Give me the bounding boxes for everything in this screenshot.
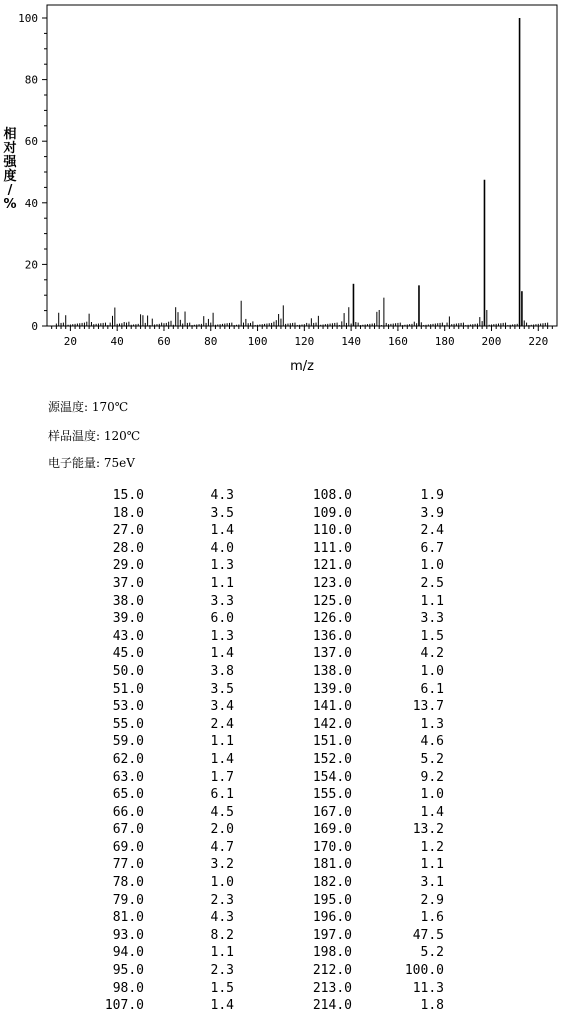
intensity-cell: 1.0 bbox=[420, 558, 444, 574]
table-row bbox=[90, 751, 444, 769]
intensity-cell: 3.9 bbox=[420, 505, 444, 521]
table-row bbox=[90, 610, 444, 628]
x-tick-label: 60 bbox=[157, 335, 171, 348]
intensity-cell: 2.0 bbox=[210, 822, 234, 838]
source-temperature: 源温度: 170℃ bbox=[48, 400, 129, 414]
y-tick-label: 20 bbox=[24, 258, 38, 272]
mz-cell: 198.0 bbox=[312, 945, 352, 961]
mass-spectrum-chart bbox=[0, 0, 570, 380]
mz-cell: 138.0 bbox=[312, 663, 352, 679]
mz-cell: 169.0 bbox=[312, 822, 352, 838]
intensity-cell: 1.2 bbox=[420, 839, 444, 855]
table-row bbox=[90, 997, 444, 1015]
table-row bbox=[90, 944, 444, 962]
intensity-cell: 1.1 bbox=[420, 857, 444, 873]
y-axis-label-char: 相 bbox=[3, 127, 17, 142]
mz-cell: 95.0 bbox=[112, 963, 144, 979]
mz-cell: 181.0 bbox=[312, 857, 352, 873]
mz-cell: 141.0 bbox=[312, 699, 352, 715]
mz-cell: 197.0 bbox=[312, 927, 352, 943]
mz-cell: 121.0 bbox=[312, 558, 352, 574]
x-tick-label: 120 bbox=[294, 335, 315, 348]
intensity-cell: 1.1 bbox=[210, 945, 234, 961]
mz-cell: 154.0 bbox=[312, 769, 352, 785]
mz-cell: 170.0 bbox=[312, 839, 352, 855]
intensity-cell: 3.4 bbox=[210, 699, 234, 715]
intensity-cell: 1.8 bbox=[420, 998, 444, 1014]
mz-cell: 45.0 bbox=[112, 646, 144, 662]
mz-cell: 55.0 bbox=[112, 716, 144, 732]
intensity-cell: 100.0 bbox=[404, 963, 444, 979]
mz-cell: 28.0 bbox=[112, 540, 144, 556]
intensity-cell: 8.2 bbox=[210, 927, 234, 943]
mz-cell: 65.0 bbox=[112, 787, 144, 803]
intensity-cell: 2.3 bbox=[210, 963, 234, 979]
intensity-cell: 11.3 bbox=[412, 980, 444, 996]
table-row bbox=[90, 909, 444, 927]
intensity-cell: 1.4 bbox=[210, 523, 234, 539]
intensity-cell: 3.1 bbox=[420, 875, 444, 891]
mz-cell: 139.0 bbox=[312, 681, 352, 697]
table-row bbox=[90, 769, 444, 787]
mz-cell: 67.0 bbox=[112, 822, 144, 838]
intensity-cell: 1.4 bbox=[210, 998, 234, 1014]
mz-cell: 152.0 bbox=[312, 751, 352, 767]
table-row bbox=[90, 716, 444, 734]
table-row bbox=[90, 681, 444, 699]
table-row bbox=[90, 892, 444, 910]
intensity-cell: 1.3 bbox=[210, 558, 234, 574]
x-axis-ticks bbox=[52, 326, 553, 348]
table-row bbox=[90, 663, 444, 681]
intensity-cell: 1.1 bbox=[420, 593, 444, 609]
y-axis-label-char: 强 bbox=[3, 155, 17, 170]
y-axis-label-char: 度 bbox=[3, 169, 17, 184]
table-row bbox=[90, 628, 444, 646]
x-tick-label: 140 bbox=[341, 335, 362, 348]
intensity-cell: 1.4 bbox=[210, 751, 234, 767]
intensity-cell: 1.1 bbox=[210, 734, 234, 750]
mz-cell: 111.0 bbox=[312, 540, 352, 556]
intensity-cell: 3.8 bbox=[210, 663, 234, 679]
table-row bbox=[90, 786, 444, 804]
intensity-cell: 13.7 bbox=[412, 699, 444, 715]
y-tick-label: 100 bbox=[18, 12, 38, 25]
mz-cell: 37.0 bbox=[112, 575, 144, 591]
intensity-cell: 2.5 bbox=[420, 575, 444, 591]
intensity-cell: 6.1 bbox=[420, 681, 444, 697]
intensity-cell: 1.1 bbox=[210, 575, 234, 591]
y-tick-label: 80 bbox=[24, 73, 38, 87]
peak-table bbox=[90, 487, 444, 1015]
mz-cell: 51.0 bbox=[112, 681, 144, 697]
intensity-cell: 5.2 bbox=[420, 945, 444, 961]
table-row bbox=[90, 522, 444, 540]
intensity-cell: 6.1 bbox=[210, 787, 234, 803]
peak-bars bbox=[56, 18, 547, 326]
y-axis-label-char: % bbox=[3, 197, 17, 212]
mz-cell: 93.0 bbox=[112, 927, 144, 943]
mz-cell: 109.0 bbox=[312, 505, 352, 521]
mz-cell: 15.0 bbox=[112, 488, 144, 503]
mz-cell: 195.0 bbox=[312, 892, 352, 908]
mz-cell: 136.0 bbox=[312, 628, 352, 644]
intensity-cell: 4.2 bbox=[420, 646, 444, 662]
mz-cell: 108.0 bbox=[312, 488, 352, 503]
intensity-cell: 1.0 bbox=[210, 875, 234, 891]
y-axis-label bbox=[2, 126, 17, 212]
intensity-cell: 1.7 bbox=[210, 769, 234, 785]
intensity-cell: 4.0 bbox=[210, 540, 234, 556]
mz-cell: 27.0 bbox=[112, 523, 144, 539]
intensity-cell: 3.5 bbox=[210, 505, 234, 521]
x-tick-label: 100 bbox=[247, 335, 268, 348]
intensity-cell: 13.2 bbox=[412, 822, 444, 838]
mz-cell: 79.0 bbox=[112, 892, 144, 908]
mz-cell: 110.0 bbox=[312, 523, 352, 539]
intensity-cell: 1.4 bbox=[420, 804, 444, 820]
intensity-cell: 1.5 bbox=[420, 628, 444, 644]
mz-cell: 29.0 bbox=[112, 558, 144, 574]
table-row bbox=[90, 698, 444, 716]
mz-cell: 212.0 bbox=[312, 963, 352, 979]
intensity-cell: 4.5 bbox=[210, 804, 234, 820]
mz-cell: 66.0 bbox=[112, 804, 144, 820]
x-tick-label: 220 bbox=[528, 335, 549, 348]
mz-cell: 182.0 bbox=[312, 875, 352, 891]
intensity-cell: 6.0 bbox=[210, 611, 234, 627]
y-tick-label: 60 bbox=[24, 135, 38, 149]
intensity-cell: 1.9 bbox=[420, 488, 444, 503]
intensity-cell: 1.0 bbox=[420, 663, 444, 679]
table-row bbox=[90, 593, 444, 611]
plot-border bbox=[47, 5, 557, 326]
intensity-cell: 1.5 bbox=[210, 980, 234, 996]
intensity-cell: 1.6 bbox=[420, 910, 444, 926]
mz-cell: 155.0 bbox=[312, 787, 352, 803]
intensity-cell: 1.3 bbox=[210, 628, 234, 644]
intensity-cell: 1.4 bbox=[210, 646, 234, 662]
mz-cell: 142.0 bbox=[312, 716, 352, 732]
mz-cell: 81.0 bbox=[112, 910, 144, 926]
intensity-cell: 3.2 bbox=[210, 857, 234, 873]
x-tick-label: 200 bbox=[481, 335, 502, 348]
x-tick-label: 180 bbox=[434, 335, 455, 348]
mz-cell: 125.0 bbox=[312, 593, 352, 609]
table-row bbox=[90, 804, 444, 822]
table-row bbox=[90, 856, 444, 874]
table-row bbox=[90, 927, 444, 945]
electron-energy: 电子能量: 75eV bbox=[48, 456, 135, 470]
mz-cell: 43.0 bbox=[112, 628, 144, 644]
mz-cell: 98.0 bbox=[112, 980, 144, 996]
mz-cell: 94.0 bbox=[112, 945, 144, 961]
mz-cell: 167.0 bbox=[312, 804, 352, 820]
x-tick-label: 20 bbox=[63, 335, 78, 348]
intensity-cell: 2.4 bbox=[210, 716, 234, 732]
intensity-cell: 6.7 bbox=[420, 540, 444, 556]
table-row bbox=[90, 487, 444, 505]
intensity-cell: 5.2 bbox=[420, 751, 444, 767]
mz-cell: 50.0 bbox=[112, 663, 144, 679]
intensity-cell: 2.3 bbox=[210, 892, 234, 908]
mz-cell: 53.0 bbox=[112, 699, 144, 715]
table-row bbox=[90, 557, 444, 575]
mz-cell: 123.0 bbox=[312, 575, 352, 591]
x-axis-label: m/z bbox=[290, 359, 314, 374]
intensity-cell: 9.2 bbox=[420, 769, 444, 785]
mz-cell: 107.0 bbox=[104, 998, 144, 1014]
table-row bbox=[90, 874, 444, 892]
mz-cell: 38.0 bbox=[112, 593, 144, 609]
table-row bbox=[90, 980, 444, 998]
y-tick-label: 40 bbox=[24, 196, 38, 210]
table-row bbox=[90, 505, 444, 523]
mz-cell: 196.0 bbox=[312, 910, 352, 926]
y-axis-label-char: 对 bbox=[3, 141, 17, 156]
y-tick-label: 0 bbox=[31, 320, 38, 333]
mz-cell: 59.0 bbox=[112, 734, 144, 750]
mz-cell: 62.0 bbox=[112, 751, 144, 767]
table-row bbox=[90, 839, 444, 857]
mz-cell: 69.0 bbox=[112, 839, 144, 855]
mz-cell: 18.0 bbox=[112, 505, 144, 521]
y-axis-ticks bbox=[18, 12, 47, 333]
intensity-cell: 2.4 bbox=[420, 523, 444, 539]
mz-cell: 213.0 bbox=[312, 980, 352, 996]
table-row bbox=[90, 645, 444, 663]
intensity-cell: 3.5 bbox=[210, 681, 234, 697]
x-tick-label: 40 bbox=[110, 335, 124, 348]
intensity-cell: 4.6 bbox=[420, 734, 444, 750]
mz-cell: 137.0 bbox=[312, 646, 352, 662]
table-row bbox=[90, 962, 444, 980]
table-row bbox=[90, 821, 444, 839]
intensity-cell: 2.9 bbox=[420, 892, 444, 908]
intensity-cell: 47.5 bbox=[412, 927, 444, 943]
mz-cell: 77.0 bbox=[112, 857, 144, 873]
table-row bbox=[90, 575, 444, 593]
intensity-cell: 3.3 bbox=[210, 593, 234, 609]
mz-cell: 126.0 bbox=[312, 611, 352, 627]
intensity-cell: 3.3 bbox=[420, 611, 444, 627]
x-tick-label: 80 bbox=[204, 335, 218, 348]
plot-frame bbox=[47, 5, 557, 326]
intensity-cell: 4.3 bbox=[210, 910, 234, 926]
intensity-cell: 4.7 bbox=[210, 839, 234, 855]
mz-cell: 39.0 bbox=[112, 611, 144, 627]
mz-cell: 78.0 bbox=[112, 875, 144, 891]
intensity-cell: 4.3 bbox=[210, 488, 234, 503]
mz-cell: 151.0 bbox=[312, 734, 352, 750]
table-row bbox=[90, 540, 444, 558]
table-row bbox=[90, 733, 444, 751]
y-axis-label-char: / bbox=[7, 183, 13, 198]
sample-temperature: 样品温度: 120℃ bbox=[48, 429, 141, 443]
mz-cell: 63.0 bbox=[112, 769, 144, 785]
mz-cell: 214.0 bbox=[312, 998, 352, 1014]
intensity-cell: 1.0 bbox=[420, 787, 444, 803]
x-tick-label: 160 bbox=[387, 335, 408, 348]
intensity-cell: 1.3 bbox=[420, 716, 444, 732]
